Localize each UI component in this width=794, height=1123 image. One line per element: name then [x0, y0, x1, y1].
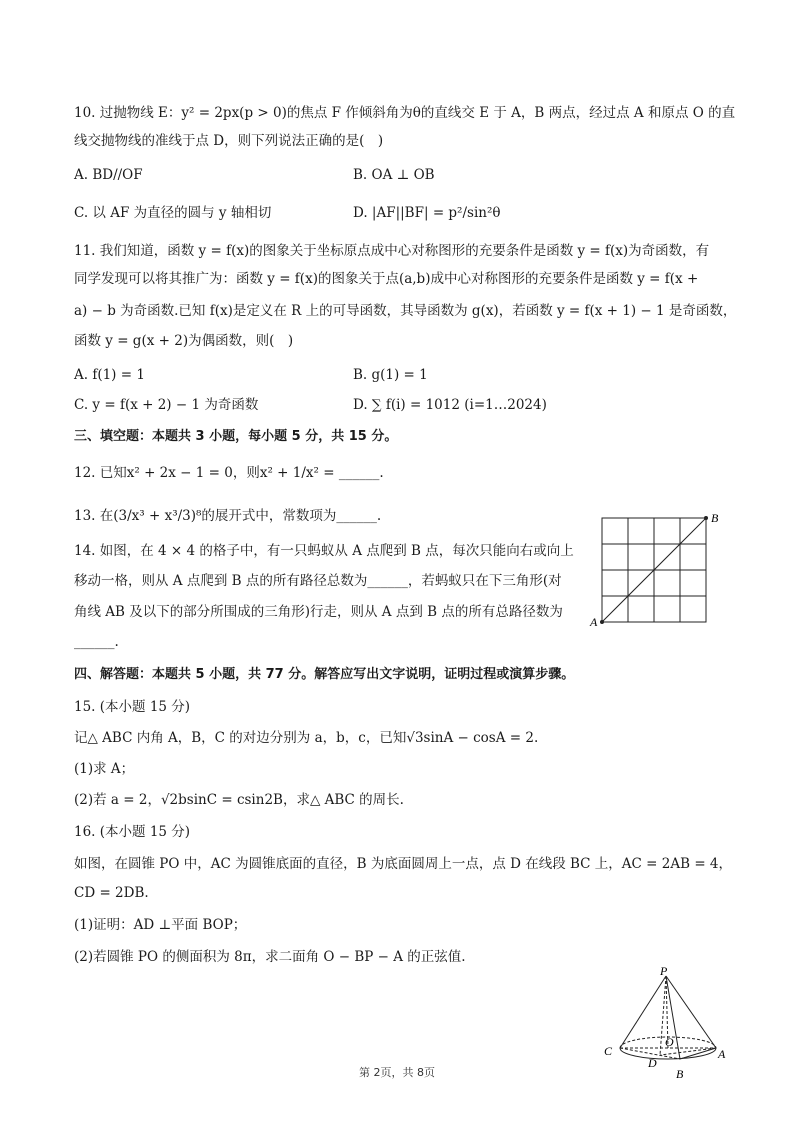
section-4-heading: 四、解答题：本题共 5 小题，共 77 分。解答应写出文字说明，证明过程或演算步骤。 [74, 667, 575, 682]
q10-option-c: C. 以 AF 为直径的圆与 y 轴相切 [74, 205, 272, 221]
q10-option-b: B. OA ⊥ OB [353, 167, 435, 183]
section-3-heading: 三、填空题：本题共 3 小题，每小题 5 分，共 15 分。 [74, 429, 398, 444]
q16-line-1: 如图，在圆锥 PO 中，AC 为圆锥底面的直径，B 为底面圆周上一点，点 D 在线段 BC 上，AC = 2AB = 4， [74, 856, 733, 872]
grid-label-b: B [711, 511, 719, 525]
q11-line-1: 11. 我们知道，函数 y = f(x)的图象关于坐标原点成中心对称图形的充要条件是函数 y = f(x)为奇函数，有 [74, 243, 710, 259]
q14-line-2: 移动一格，则从 A 点爬到 B 点的所有路径总数为______，若蚂蚁只在下三角形(对 [74, 573, 562, 589]
q16-line-2: CD = 2DB. [74, 885, 149, 901]
q15-part-2: (2)若 a = 2，√2bsinC = csin2B，求△ ABC 的周长. [74, 792, 404, 808]
cone-label-o: O [665, 1035, 674, 1049]
q10-option-a: A. BD//OF [74, 167, 143, 183]
cone-label-p: P [660, 964, 668, 978]
q11-line-4: 函数 y = g(x + 2)为偶函数，则( ) [74, 333, 294, 349]
q11-line-2: 同学发现可以将其推广为：函数 y = f(x)的图象关于点(a,b)成中心对称图形的充要条件是函数 y = f(x + [74, 271, 699, 287]
point-b-dot [704, 516, 708, 520]
point-a-dot [600, 620, 604, 624]
q14-line-1: 14. 如图，在 4 × 4 的格子中，有一只蚂蚁从 A 点爬到 B 点，每次只能向右或向上 [74, 543, 574, 559]
q11-option-b: B. g(1) = 1 [353, 367, 428, 383]
q11-option-a: A. f(1) = 1 [74, 367, 145, 383]
cone-label-b: B [676, 1067, 684, 1081]
q14-line-4: ______. [74, 634, 119, 650]
q15-heading: 15. (本小题 15 分) [74, 699, 191, 715]
q14-line-3: 角线 AB 及以下的部分所围成的三角形)行走，则从 A 点到 B 点的所有总路径数为 [74, 604, 563, 620]
q15-line-1: 记△ ABC 内角 A，B，C 的对边分别为 a，b，c，已知√3sinA − cosA = 2. [74, 730, 539, 746]
page-footer: 第 2页，共 8页 [359, 1066, 435, 1079]
cone-base-front [620, 1048, 716, 1059]
q11-option-d: D. ∑ f(i) = 1012 (i=1…2024) [353, 397, 547, 413]
q10-option-d: D. |AF||BF| = p²/sin²θ [353, 205, 501, 221]
cone-label-d: D [648, 1056, 657, 1070]
cone-label-a: A [718, 1047, 726, 1061]
q11-line-3: a) − b 为奇函数.已知 f(x)是定义在 R 上的可导函数，其导函数为 g(x)，若函数 y = f(x + 1) − 1 是奇函数， [74, 303, 737, 319]
q10-line-2: 线交抛物线的准线于点 D，则下列说法正确的是( ) [74, 133, 384, 149]
q12-text: 12. 已知x² + 2x − 1 = 0，则x² + 1/x² = ______. [74, 465, 384, 481]
q13-text: 13. 在(3/x³ + x³/3)⁸的展开式中，常数项为______. [74, 508, 382, 524]
q15-part-1: (1)求 A； [74, 761, 135, 777]
q16-part-2: (2)若圆锥 PO 的侧面积为 8π，求二面角 O − BP − A 的正弦值. [74, 949, 466, 965]
q10-line-1: 10. 过抛物线 E：y² = 2px(p > 0)的焦点 F 作倾斜角为θ的直线交 E 于 A，B 两点，经过点 A 和原点 O 的直 [74, 105, 736, 121]
grid-label-a: A [590, 615, 598, 629]
grid-figure [584, 508, 724, 628]
q16-heading: 16. (本小题 15 分) [74, 824, 191, 840]
cone-label-c: C [604, 1044, 613, 1058]
q16-part-1: (1)证明：AD ⊥平面 BOP； [74, 917, 247, 933]
q11-option-c: C. y = f(x + 2) − 1 为奇函数 [74, 397, 259, 413]
